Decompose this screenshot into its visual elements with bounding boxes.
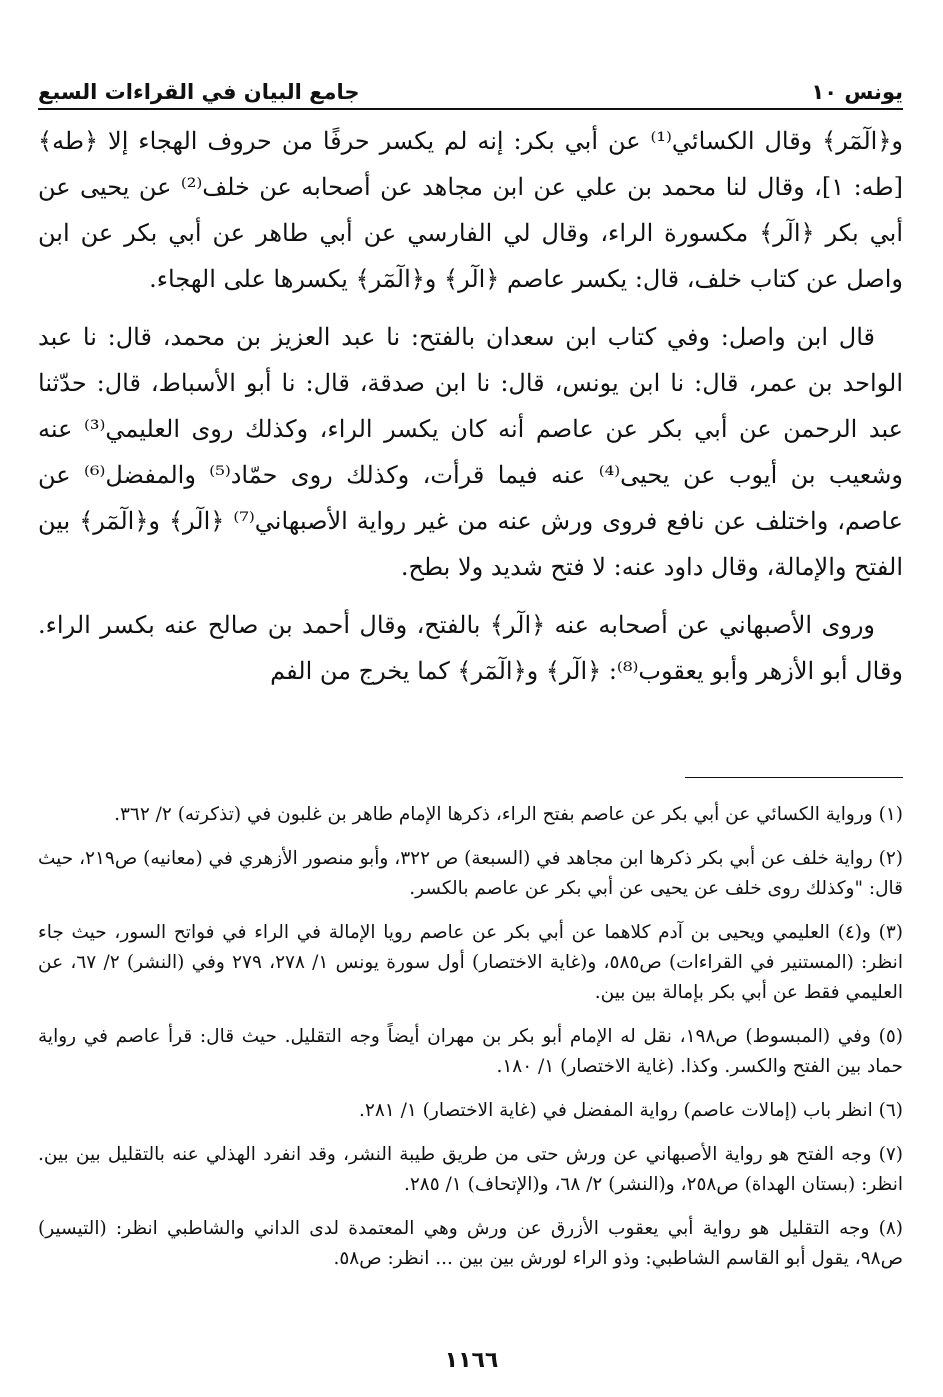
header-surah-label: يونس ١٠ bbox=[811, 80, 903, 104]
footnote: (٣) و(٤) العليمي ويحيى بن آدم كلاهما عن أبي بكر عن عاصم رويا الإمالة في الراء في فواتح السور، حيث جاء انظر: (المستنير في القراءات) ص٥٨٥، و(غاية الاختصار) أول سورة يونس ١/ ٢٧٨، ٢٧٩ وفي (النشر) ٢/ ٦٧، عن العليمي فقط عن أبي بكر بإمالة بين بين. bbox=[38, 922, 904, 1003]
header-book-title: جامع البيان في القراءات السبع bbox=[38, 80, 360, 104]
footnote: (٦) انظر باب (إمالات عاصم) رواية المفضل في (غاية الاختصار) ١/ ٢٨١. bbox=[359, 1100, 903, 1121]
footnotes bbox=[38, 800, 903, 1288]
main-paragraph: قال ابن واصل: وفي كتاب ابن سعدان بالفتح: نا عبد العزيز بن محمد، قال: نا عبد الواحد بن عمر، قال: نا ابن يونس، قال: نا ابن صدقة، قال: نا أبو الأسباط، قال: حدّثنا عبد الرحمن عن أبي بكر عن عاصم أنه كان يكسر الراء، وكذلك روى العليمي⁽³⁾ عنه وشعيب بن أيوب عن يحيى⁽⁴⁾ عنه فيما قرأت، وكذلك روى حمّاد⁽⁵⁾ والمفضل⁽⁶⁾ عن عاصم، واختلف عن نافع فروى ورش عنه من غير رواية الأصبهاني⁽⁷⁾ ﴿الٓر﴾ و﴿الٓمٓر﴾ بين الفتح والإمالة، وقال داود عنه: لا فتح شديد ولا بطح. bbox=[38, 323, 904, 581]
footnote: (٨) وجه التقليل هو رواية أبي يعقوب الأزرق عن ورش وهي المعتمدة لدى الداني والشاطبي انظر: (التيسير) ص٩٨، يقول أبو القاسم الشاطبي: وذو الراء لورش بين بين ... انظر: ص٥٨. bbox=[38, 1218, 903, 1269]
footnote: (٢) رواية خلف عن أبي بكر ذكرها ابن مجاهد في (السبعة) ص ٣٢٢، وأبو منصور الأزهري في (معانيه) ص٢١٩، حيث قال: "وكذلك روى خلف عن يحيى عن أبي بكر عن عاصم بالكسر. bbox=[38, 848, 903, 899]
footnote: (١) ورواية الكسائي عن أبي بكر عن عاصم بفتح الراء، ذكرها الإمام طاهر بن غلبون في (تذكرته) ٢/ ٣٦٢. bbox=[114, 804, 903, 825]
running-header bbox=[38, 68, 903, 110]
page-number: ١١٦٦ bbox=[444, 1348, 499, 1373]
main-paragraph: وروى الأصبهاني عن أصحابه عنه ﴿الٓر﴾ بالفتح، وقال أحمد بن صالح عنه بكسر الراء. وقال أبو الأزهر وأبو يعقوب⁽⁸⁾: ﴿الٓر﴾ و﴿الٓمٓر﴾ كما يخرج من الفم bbox=[38, 611, 903, 685]
main-paragraph: و﴿الٓمٓر﴾ وقال الكسائي⁽¹⁾ عن أبي بكر: إنه لم يكسر حرفًا من حروف الهجاء إلا ﴿طه﴾ [طه: ١]، وقال لنا محمد بن علي عن ابن مجاهد عن أصحابه عن خلف⁽²⁾ عن يحيى عن أبي بكر ﴿الٓر﴾ مكسورة الراء، وقال لي الفارسي عن أبي طاهر عن أبي بكر عن ابن واصل عن كتاب خلف، قال: يكسر عاصم ﴿الٓر﴾ و﴿الٓمٓر﴾ يكسرها على الهجاء. bbox=[38, 127, 903, 293]
footnote: (٥) وفي (المبسوط) ص١٩٨، نقل له الإمام أبو بكر بن مهران أيضاً وجه التقليل. حيث قال: قرأ عاصم في رواية حماد بين الفتح والكسر. وكذا. (غاية الاختصار) ١/ ١٨٠. bbox=[38, 1026, 903, 1077]
footnote: (٧) وجه الفتح هو رواية الأصبهاني عن ورش حتى من طريق طيبة النشر، وقد انفرد الهذلي عنه بالتقليل بين بين. انظر: (بستان الهداة) ص٢٥٨، و(النشر) ٢/ ٦٨، و(الإتحاف) ١/ ٢٨٥. bbox=[38, 1144, 903, 1195]
footnote-separator bbox=[685, 777, 903, 778]
main-text bbox=[38, 118, 903, 706]
